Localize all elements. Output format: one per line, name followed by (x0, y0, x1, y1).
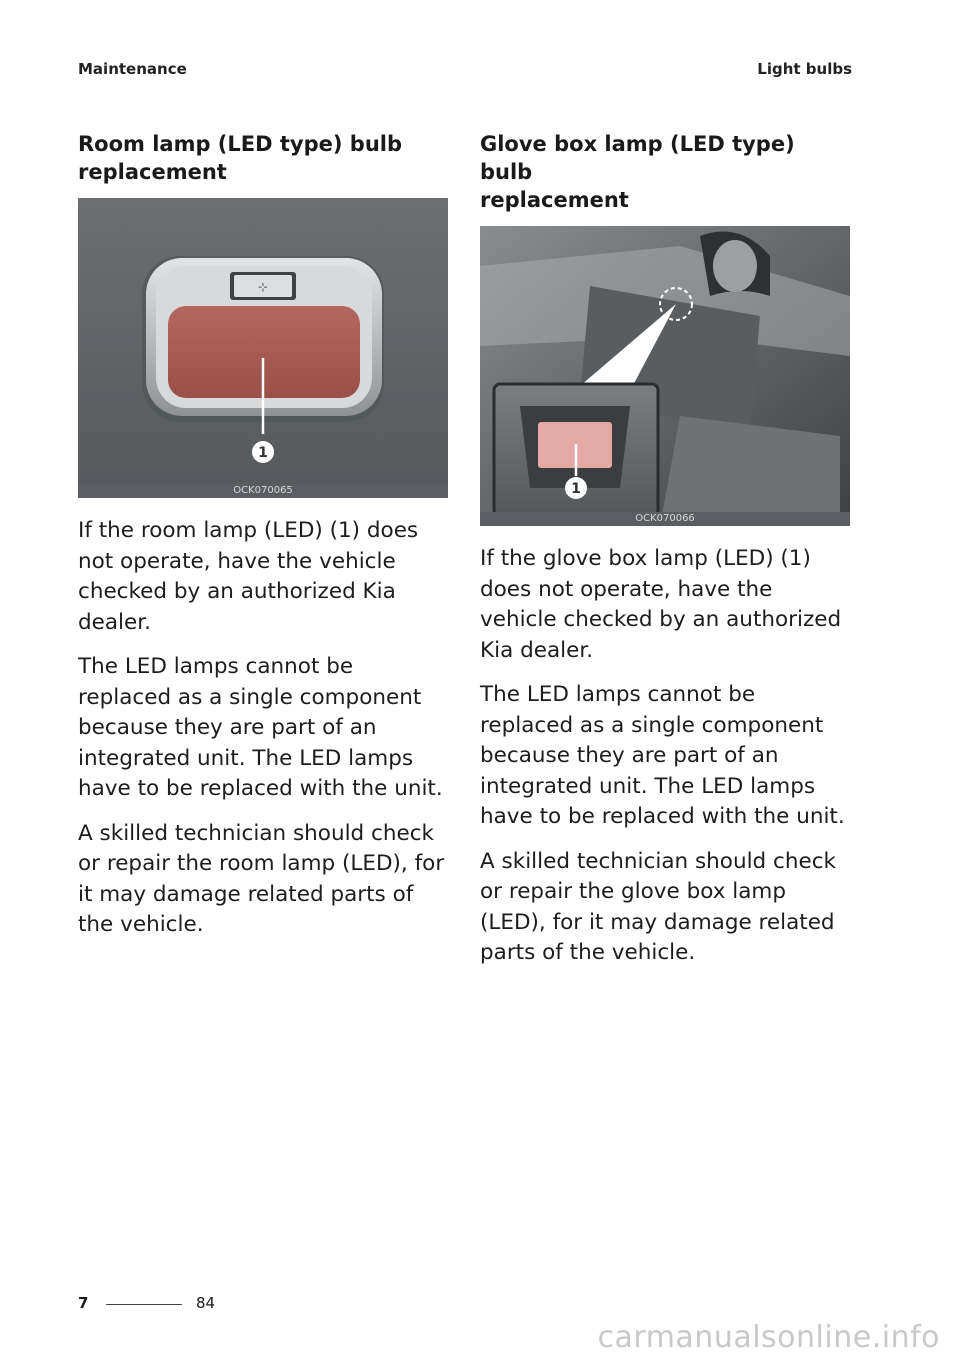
page-number: 84 (196, 1294, 216, 1312)
room-lamp-figure-code: OCK070065 (78, 484, 448, 498)
room-lamp-title-line1: Room lamp (LED type) bulb (78, 132, 403, 156)
svg-text:⊹: ⊹ (257, 280, 269, 294)
room-lamp-title-line2: replacement (78, 160, 227, 184)
room-lamp-paragraph-2: The LED lamps cannot be replaced as a single component because they are part of an integrated unit. The LED lamps have to be replaced with the unit. (78, 654, 443, 801)
room-lamp-figure (78, 198, 448, 498)
running-header-topic: Light bulbs (757, 60, 852, 78)
glove-box-lamp-section (480, 130, 850, 969)
glove-box-lamp-title-line2: replacement (480, 188, 629, 212)
room-lamp-paragraph-1: If the room lamp (LED) (1) does not operate, have the vehicle checked by an authorized Kia dealer. (78, 518, 419, 635)
room-lamp-title (78, 130, 448, 186)
running-header-section: Maintenance (78, 60, 187, 78)
room-lamp-illustration (78, 198, 448, 498)
glove-box-lamp-figure-code: OCK070066 (480, 512, 850, 526)
glove-box-lamp-figure (480, 226, 850, 526)
glove-box-lamp-title-line1: Glove box lamp (LED type) bulb (480, 132, 795, 184)
room-lamp-callout: 1 (258, 445, 268, 461)
watermark: carmanualsonline.info (597, 1320, 940, 1355)
footer-divider (106, 1304, 182, 1305)
glove-box-lamp-illustration (480, 226, 850, 526)
glove-box-lamp-callout: 1 (571, 481, 581, 497)
chapter-number: 7 (78, 1294, 89, 1312)
room-lamp-paragraph-3: A skilled technician should check or repair the room lamp (LED), for it may damage related parts of the vehicle. (78, 820, 445, 937)
glove-box-lamp-title (480, 130, 850, 214)
glove-box-lamp-paragraph-2: The LED lamps cannot be replaced as a single component because they are part of an integrated unit. The LED lamps have to be replaced with the unit. (480, 682, 845, 829)
room-lamp-section (78, 130, 448, 941)
glove-box-lamp-paragraph-1: If the glove box lamp (LED) (1) does not operate, have the vehicle checked by an authorized Kia dealer. (480, 546, 842, 663)
glove-box-lamp-paragraph-3: A skilled technician should check or repair the glove box lamp (LED), for it may damage related parts of the vehicle. (480, 848, 836, 965)
